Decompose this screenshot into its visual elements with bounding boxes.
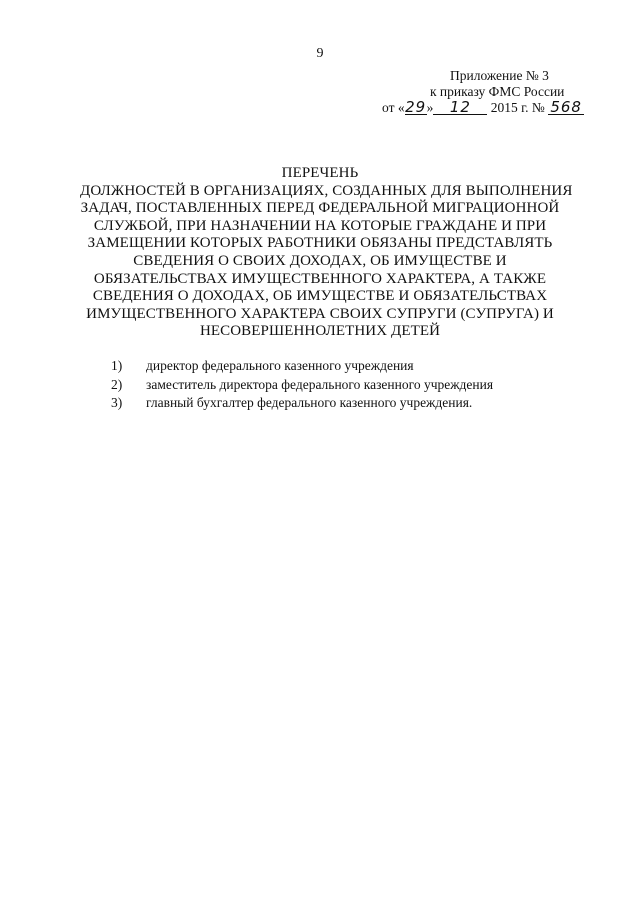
list-item-number: 2) (111, 376, 123, 392)
date-year-suffix: 2015 г. № (490, 100, 545, 115)
list-item-text: заместитель директора федерального казенного учреждения (146, 376, 494, 392)
title-line: НЕСОВЕРШЕННОЛЕТНИХ ДЕТЕЙ (199, 323, 441, 340)
title-heading: ПЕРЕЧЕНЬ (281, 165, 359, 181)
positions-list (111, 357, 591, 413)
date-prefix: от « (382, 100, 405, 115)
list-item-number: 3) (111, 395, 123, 410)
title-line: ЗАДАЧ, ПОСТАВЛЕННЫХ ПЕРЕД ФЕДЕРАЛЬНОЙ МИГРАЦИОННОЙ (80, 200, 560, 217)
date-day-handwritten: 29 (405, 98, 427, 116)
title-line: ОБЯЗАТЕЛЬСТВАХ ИМУЩЕСТВЕННОГО ХАРАКТЕРА, А ТАКЖЕ (93, 270, 547, 287)
appendix-title: Приложение № 3 (450, 68, 549, 83)
date-mid: » (426, 100, 434, 115)
title-line: СЛУЖБОЙ, ПРИ НАЗНАЧЕНИИ НА КОТОРЫЕ ГРАЖДАНЕ И ПРИ (93, 217, 547, 234)
title-line: СВЕДЕНИЯ О ДОХОДАХ, ОБ ИМУЩЕСТВЕ И ОБЯЗАТЕЛЬСТВАХ (92, 288, 548, 305)
title-line: ЗАМЕЩЕНИИ КОТОРЫХ РАБОТНИКИ ОБЯЗАНЫ ПРЕДСТАВЛЯТЬ (87, 235, 553, 252)
order-number-handwritten: 568 (548, 100, 584, 115)
appendix-header (380, 68, 620, 116)
page-number: 9 (316, 46, 324, 61)
list-item (111, 357, 591, 376)
list-item (111, 394, 591, 413)
date-month-handwritten: 12 (433, 100, 487, 115)
title-line: ДОЛЖНОСТЕЙ В ОРГАНИЗАЦИЯХ, СОЗДАННЫХ ДЛЯ ВЫПОЛНЕНИЯ (80, 182, 573, 199)
list-item-text: директор федерального казенного учреждения (146, 358, 414, 373)
appendix-order-reference: к приказу ФМС России (430, 84, 565, 99)
title-line: ИМУЩЕСТВЕННОГО ХАРАКТЕРА СВОИХ СУПРУГИ (СУПРУГА) И (86, 305, 554, 322)
appendix-date-line (380, 100, 620, 116)
title-line: СВЕДЕНИЯ О СВОИХ ДОХОДАХ, ОБ ИМУЩЕСТВЕ И (133, 252, 507, 269)
list-item-text: главный бухгалтер федерального казенного учреждения. (146, 395, 473, 410)
list-item (111, 376, 591, 395)
list-item-number: 1) (111, 358, 123, 373)
document-title (80, 165, 573, 341)
